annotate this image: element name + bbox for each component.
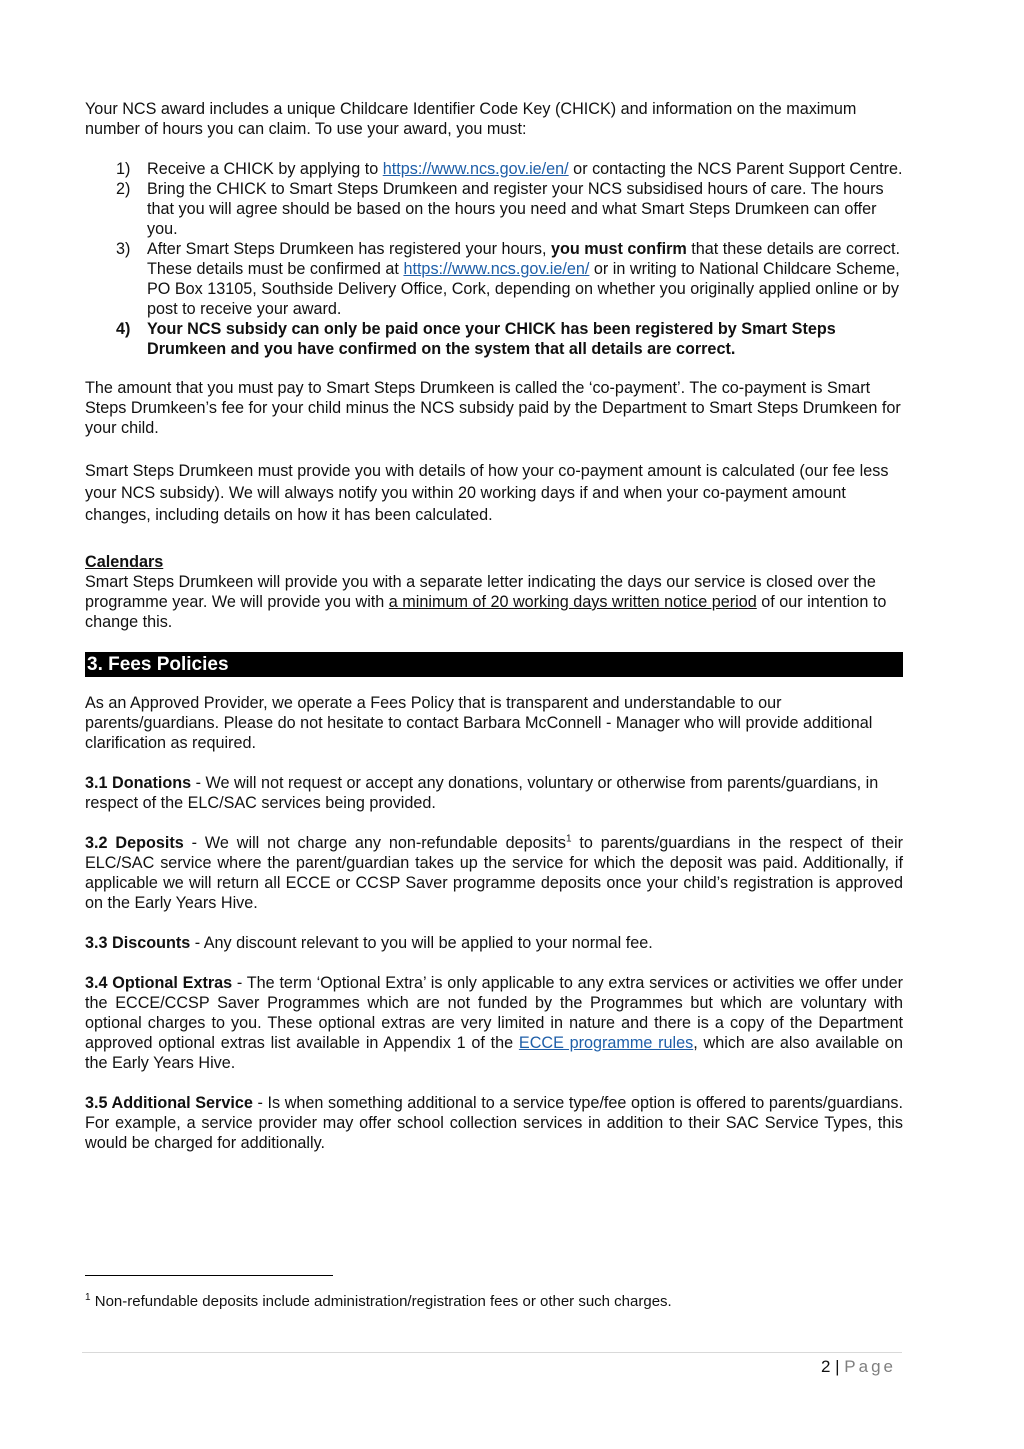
ncs-award-intro: Your NCS award includes a unique Childcare Identifier Code Key (CHICK) and information on the maximum number of hours you can claim. To use your award, you must: xyxy=(85,100,857,138)
notice-period-emphasis: a minimum of 20 working days written notice period xyxy=(388,593,757,611)
page-number: 2 xyxy=(820,1357,831,1376)
list-item xyxy=(85,319,903,359)
calendars-text: Smart Steps Drumkeen will provide you with a separate letter indicating the days our service is closed over the programme year. We will provide you with xyxy=(85,573,876,611)
optional-extras-title: 3.4 Optional Extras xyxy=(85,974,233,992)
footnote-text: Non-refundable deposits include administration/registration fees or other such charges. xyxy=(90,1293,672,1310)
step-number: 4) xyxy=(116,320,131,338)
optional-extras-text: - The term ‘Optional Extra’ is only applicable to any extra services or activities we offer under the ECCE/CCSP Saver Programmes which are not funded by the Programmes but which are voluntary with optional charges to you. These optional extras are very limited in nature and there is a copy of the Department approved optional extras list available in Appendix 1 of the xyxy=(85,974,903,1052)
list-item xyxy=(85,179,903,239)
list-item xyxy=(85,239,903,319)
step-text: Your NCS subsidy can only be paid once your CHICK has been registered by Smart Steps Drumkeen and you have confirmed on the system that all details are correct. xyxy=(147,320,836,358)
step-text: that these details are correct. These details must be confirmed at xyxy=(147,240,901,278)
donations-text: - We will not request or accept any donations, voluntary or otherwise from parents/guardians, in respect of the ELC/SAC services being provided. xyxy=(85,774,879,812)
discounts-paragraph xyxy=(85,933,903,953)
donations-title: 3.1 Donations xyxy=(85,774,192,792)
deposits-text: - We will not charge any non-refundable deposits xyxy=(183,834,566,852)
section-heading-fees-policies: 3. Fees Policies xyxy=(85,652,903,677)
deposits-paragraph xyxy=(85,833,903,913)
donations-paragraph xyxy=(85,773,903,813)
step-number: 3) xyxy=(116,240,131,258)
list-item xyxy=(85,159,903,179)
step-number: 1) xyxy=(116,160,131,178)
additional-service-text: - Is when something additional to a service type/fee option is offered to parents/guardians. For example, a service provider may offer school collection services in addition to their SAC Service Types, this would be charged for additionally. xyxy=(85,1094,903,1152)
additional-service-paragraph xyxy=(85,1093,903,1153)
step-number: 2) xyxy=(116,180,131,198)
ncs-website-link[interactable]: https://www.ncs.gov.ie/en/ xyxy=(403,260,590,278)
footer-divider xyxy=(82,1352,902,1353)
step-text: or in writing to National Childcare Scheme, PO Box 13105, Southside Delivery Office, Cork, depending on whether you originally applied online or by post to receive your award. xyxy=(147,260,900,318)
must-confirm-emphasis: you must confirm xyxy=(550,240,687,258)
ecce-programme-rules-link[interactable]: ECCE programme rules xyxy=(518,1034,694,1052)
footnote-number: 1 xyxy=(85,1292,91,1303)
calendars-text: of our intention to change this. xyxy=(85,593,887,631)
deposits-text: to parents/guardians in the respect of their ELC/SAC service where the parent/guardian takes up the service for which the deposit was paid. Additionally, if applicable we will return all ECCE or CCSP Saver programme deposits once your child’s registration is approved on the Early Years Hive. xyxy=(85,834,903,912)
step-text: Bring the CHICK to Smart Steps Drumkeen and register your NCS subsidised hours of care. The hours that you will agree should be based on the hours you need and what Smart Steps Drumkeen can offer you. xyxy=(147,180,884,238)
page-footer xyxy=(821,1356,896,1378)
footnote-reference[interactable]: 1 xyxy=(565,833,572,845)
copayment-calculation-paragraph: Smart Steps Drumkeen must provide you with details of how your co-payment amount is calculated (our fee less your NCS subsidy). We will always notify you within 20 working days if and when your co-payment amount changes, including details on how it has been calculated. xyxy=(85,462,889,524)
additional-service-title: 3.5 Additional Service xyxy=(85,1094,253,1112)
footer-separator: | xyxy=(830,1357,845,1376)
discounts-text: - Any discount relevant to you will be applied to your normal fee. xyxy=(190,934,653,952)
calendars-heading xyxy=(85,552,903,572)
calendars-heading-text: Calendars xyxy=(85,553,164,571)
ncs-website-link[interactable]: https://www.ncs.gov.ie/en/ xyxy=(382,160,569,178)
discounts-title: 3.3 Discounts xyxy=(85,934,191,952)
optional-extras-paragraph xyxy=(85,973,903,1073)
footnote xyxy=(85,1288,885,1312)
document-page xyxy=(85,99,903,1153)
deposits-title: 3.2 Deposits xyxy=(85,834,184,852)
page-label: Page xyxy=(844,1357,896,1376)
step-text: After Smart Steps Drumkeen has registered your hours, xyxy=(147,240,551,258)
copayment-paragraph: The amount that you must pay to Smart Steps Drumkeen is called the ‘co-payment’. The co-payment is Smart Steps Drumkeen’s fee for your child minus the NCS subsidy paid by the Department to Smart Steps Drumkeen for your child. xyxy=(85,379,901,437)
footnote-separator xyxy=(85,1275,333,1276)
steps-list xyxy=(85,159,903,359)
fees-policy-intro: As an Approved Provider, we operate a Fees Policy that is transparent and understandable to our parents/guardians. Please do not hesitate to contact Barbara McConnell - Manager who will provide additional clarification as required. xyxy=(85,694,873,752)
step-text: Receive a CHICK by applying to xyxy=(147,160,383,178)
calendars-paragraph xyxy=(85,572,903,632)
optional-extras-text: , which are also available on the Early Years Hive. xyxy=(85,1034,903,1072)
step-text: or contacting the NCS Parent Support Centre. xyxy=(568,160,903,178)
